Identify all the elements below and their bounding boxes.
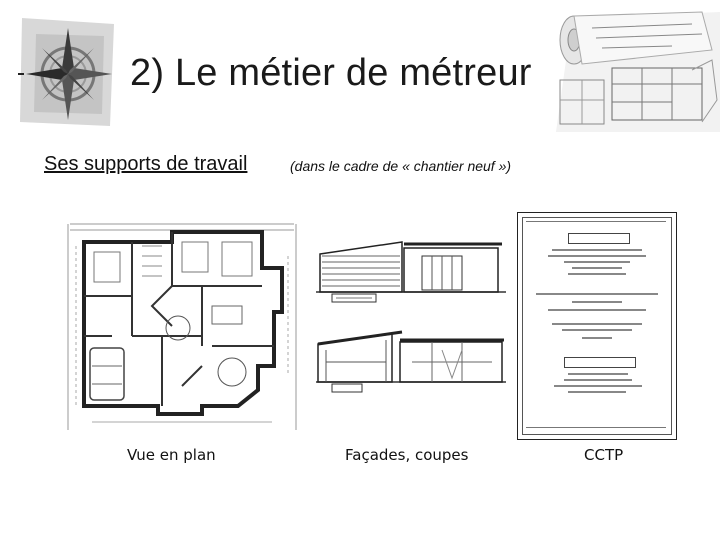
document-header-line	[526, 221, 666, 222]
document-owner-box	[568, 233, 630, 244]
document-text-line	[564, 261, 630, 263]
caption-facades: Façades, coupes	[345, 446, 469, 464]
document-text-line	[572, 301, 622, 303]
document-footer-line	[526, 427, 666, 428]
floor-plan-image	[62, 216, 302, 438]
caption-cctp: CCTP	[584, 446, 624, 464]
document-text-line	[582, 337, 612, 339]
document-text-line	[554, 385, 642, 387]
document-text-line	[572, 267, 622, 269]
document-text-line	[562, 329, 632, 331]
cctp-document-image	[517, 212, 677, 440]
rolled-plans-image	[552, 10, 722, 132]
document-text-line	[564, 379, 632, 381]
document-text-line	[548, 255, 646, 257]
section-subtitle: Ses supports de travail	[44, 153, 248, 175]
caption-floor-plan: Vue en plan	[127, 446, 216, 464]
facades-sections-image	[312, 232, 510, 396]
slide-title: 2) Le métier de métreur	[130, 52, 532, 94]
document-text-line	[552, 323, 642, 325]
document-designer-box	[564, 357, 636, 368]
compass-rose-icon	[14, 14, 124, 132]
document-text-line	[568, 273, 626, 275]
document-text-line	[548, 309, 646, 311]
document-text-line	[568, 373, 628, 375]
subtitle-note: (dans le cadre de « chantier neuf »)	[290, 158, 512, 174]
document-text-line	[536, 293, 658, 295]
document-text-line	[568, 391, 626, 393]
document-text-line	[552, 249, 642, 251]
